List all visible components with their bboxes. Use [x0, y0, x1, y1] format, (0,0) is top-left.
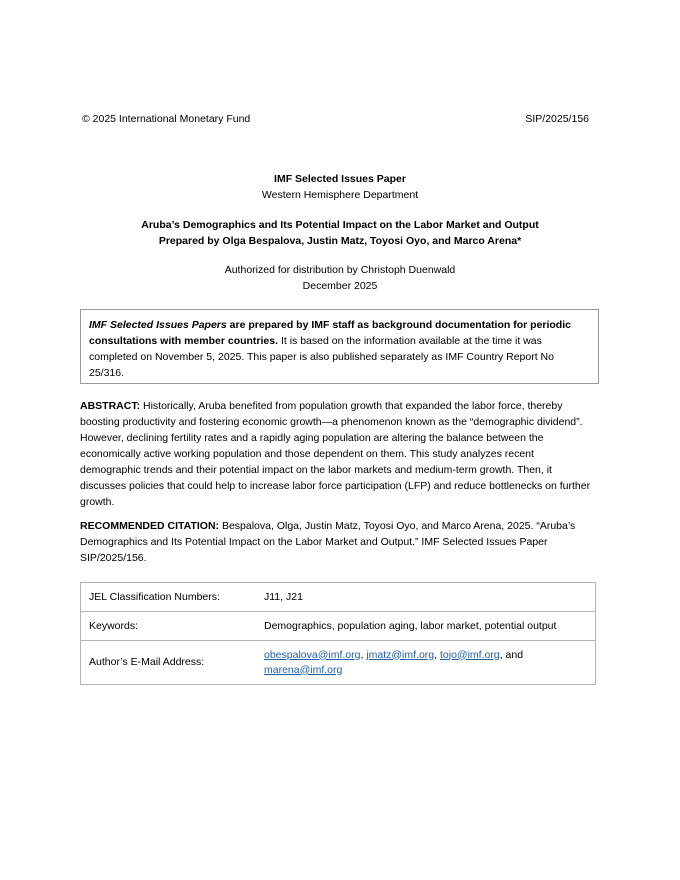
- paper-title: Aruba’s Demographics and Its Potential Impact on the Labor Market and Output: [141, 219, 539, 231]
- disclaimer-lead-italic: IMF Selected Issues Papers: [89, 319, 227, 331]
- abstract-paragraph: [80, 398, 596, 510]
- table-row: [81, 641, 596, 685]
- citation-label: RECOMMENDED CITATION:: [80, 520, 220, 532]
- authorization-block: [80, 262, 600, 294]
- disclaimer-text: It is based on the information available at the time it was completed on November 5, 2025. This paper is also published separately as IMF Country Report No 25/316.: [89, 335, 554, 379]
- authorized-line: Authorized for distribution by Christoph Duenwald: [224, 264, 456, 276]
- table-row: [81, 612, 596, 641]
- email-label: Author’s E-Mail Address:: [81, 641, 257, 685]
- department-name: Western Hemisphere Department: [261, 189, 419, 201]
- email-separator: , and: [499, 648, 524, 661]
- citation-text: Bespalova, Olga, Justin Matz, Toyosi Oyo, and Marco Arena, 2025. “Aruba’s Demographics and Its Potential Impact on the Labor Market and Output.” IMF Selected Issues Paper SIP/2025/156.: [80, 520, 576, 564]
- email-link-arena[interactable]: marena@imf.org: [264, 663, 343, 676]
- copyright-notice: © 2025 International Monetary Fund: [82, 113, 251, 125]
- disclaimer-box: [80, 309, 599, 384]
- email-separator: ,: [360, 648, 367, 661]
- abstract-text: Historically, Aruba benefited from population growth that expanded the labor force, thereby boosting productivity and fostering economic growth—a phenomenon known as the “demographic dividend”. However, declining fertility rates and a rapidly aging population are altering the balance between the economically active working population and those dependent on them. This study analyzes recent demographic trends and their potential impact on the labor markets and medium-term growth. Then, it discusses policies that could help to increase labor force participation (LFP) and reduce bottlenecks on further growth.: [80, 400, 591, 508]
- paper-id: SIP/2025/156: [525, 113, 589, 125]
- email-link-oyo[interactable]: tojo@imf.org: [440, 648, 500, 661]
- series-title: IMF Selected Issues Paper: [274, 173, 406, 185]
- jel-value: J11, J21: [256, 583, 596, 612]
- email-link-matz[interactable]: jmatz@imf.org: [366, 648, 435, 661]
- keywords-value: Demographics, population aging, labor market, potential output: [256, 612, 596, 641]
- title-block: [80, 217, 600, 249]
- email-list: [256, 641, 596, 685]
- disclaimer-lead-bold: are prepared by IMF staff as background documentation for periodic consultations with member countries.: [89, 319, 571, 347]
- info-table: [80, 582, 596, 685]
- keywords-label: Keywords:: [81, 612, 257, 641]
- citation-paragraph: [80, 518, 596, 566]
- series-block: [80, 171, 600, 203]
- jel-label: JEL Classification Numbers:: [81, 583, 257, 612]
- abstract-label: ABSTRACT:: [80, 400, 141, 412]
- publication-date: December 2025: [302, 280, 378, 292]
- table-row: [81, 583, 596, 612]
- email-separator: ,: [434, 648, 440, 661]
- page-header: [82, 112, 589, 126]
- authors-line: Prepared by Olga Bespalova, Justin Matz, Toyosi Oyo, and Marco Arena*: [158, 235, 522, 247]
- email-link-bespalova[interactable]: obespalova@imf.org: [264, 648, 361, 661]
